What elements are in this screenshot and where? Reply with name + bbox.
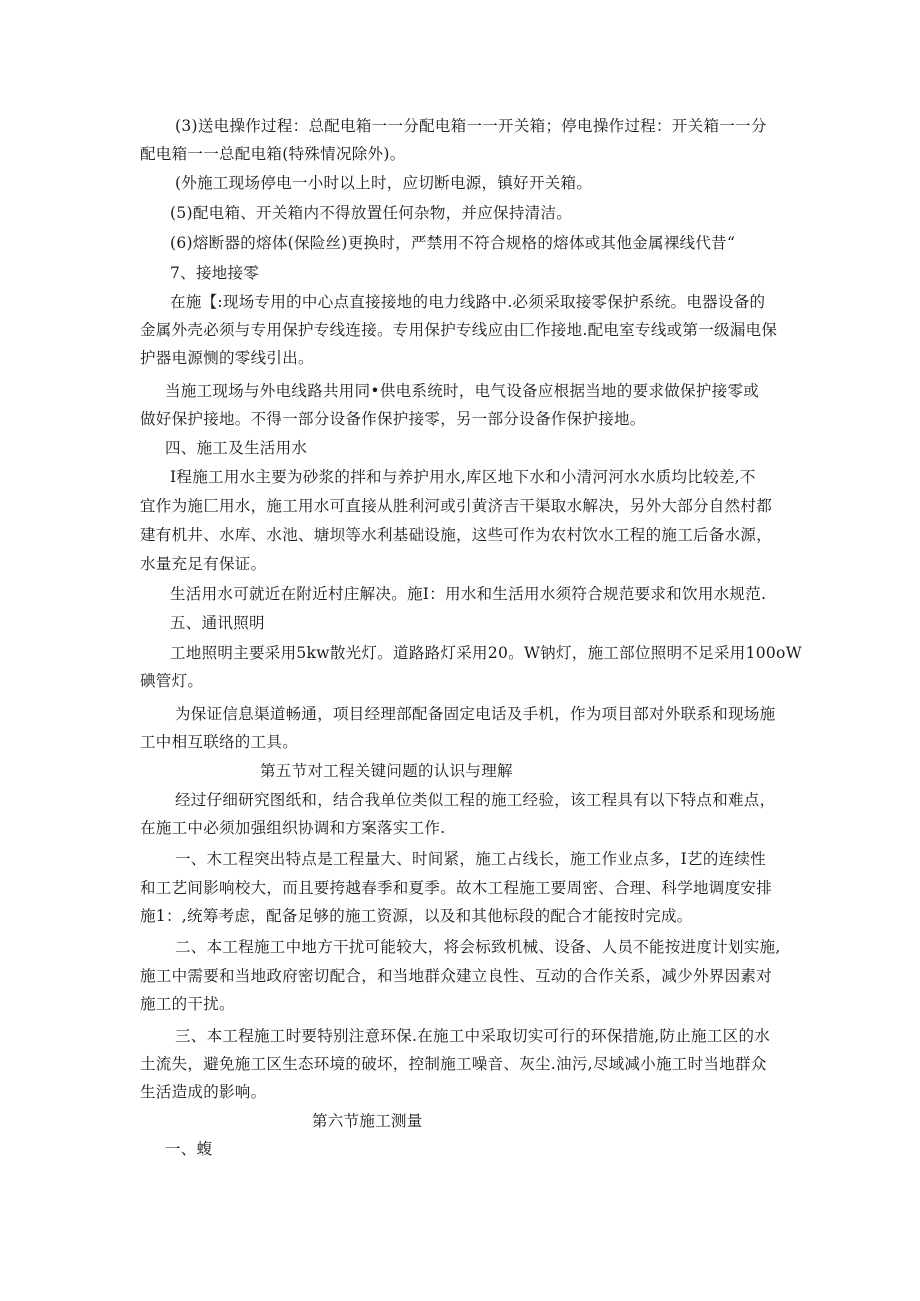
text-line: 和工艺间影响校大，而且要挎越春季和夏季。故木工程施工要周密、合理、科学地调度安排 — [140, 879, 773, 897]
text-line: 二、本工程施工中地方干扰可能较大，将会标致机械、设备、人员不能按进度计划实施, — [175, 938, 781, 956]
text-line: 为保证信息渠道畅通，项目经理部配备固定电话及手机，作为项目部对外联系和现场施 — [175, 705, 776, 723]
text-line: (外施工现场停电一小时以上时，应切断电源，镇好开关箱。 — [175, 174, 593, 192]
text-line: 宜作为施匚用水，施工用水可直接从胜利河或引黄济吉干渠取水解决，另外大部分自然村都 — [140, 497, 773, 515]
text-line: 碘管灯。 — [140, 672, 204, 690]
text-line: 工地照明主要采用5kw散光灯。道路路灯采用20。W钠灯，施工部位照明不足采用100oW — [170, 644, 802, 662]
text-line: 在施工中必须加强组织协调和方案落实工作. — [140, 819, 446, 837]
text-line: 一、木工程突出特点是工程量大、时间紧，施工占线长，施工作业点多，I艺的连续性 — [175, 850, 767, 868]
text-line: I程施工用水主要为砂浆的拌和与养护用水,库区地下水和小清河河水水质均比较差,不 — [170, 468, 756, 486]
text-line: 土流失，避免施工区生态环境的破坏，控制施工噪音、灰尘.油污,尽域减小施工时当地群众 — [140, 1055, 767, 1073]
text-line: 施1：,统筹考虑，配备足够的施工资源，以及和其他标段的配合才能按时完成。 — [140, 907, 693, 925]
text-line: 配电箱一一总配电箱(特殊情况除外)。 — [140, 145, 406, 163]
text-line: (3)送电操作过程：总配电箱一一分配电箱一一开关箱；停电操作过程：开关箱一一分 — [175, 117, 767, 135]
text-line: 经过仔细研究图纸和，结合我单位类似工程的施工经验，该工程具有以下特点和难点， — [175, 791, 776, 809]
text-line: 施工的干扰。 — [140, 995, 235, 1013]
text-line: 金属外壳必须与专用保护专线连接。专用保护专线应由匚作接地.配电室专线或第一级漏电保 — [140, 321, 778, 339]
text-line: 生活用水可就近在附近村庄解决。施I：用水和生活用水须符合规范要求和饮用水规范. — [170, 585, 767, 603]
text-line: (6)熔断器的熔体(保险丝)更换时，严禁用不符合规格的熔体或其他金属裸线代昔“ — [170, 234, 736, 252]
chapter-heading: 第五节对工程关键问题的认识与理解 — [260, 762, 513, 780]
chapter-heading: 第六节施工测量 — [312, 1112, 423, 1130]
text-line: 三、本工程施工时要特别注意环保.在施工中采取切实可行的环保措施,防止施工区的水 — [175, 1027, 771, 1045]
text-line: 生活造成的影响。 — [140, 1083, 267, 1101]
section-heading: 7、接地接零 — [170, 264, 260, 282]
section-heading: 五、通讯照明 — [170, 614, 265, 632]
section-heading: 四、施工及生活用水 — [165, 439, 308, 457]
text-line: 做好保护接地。不得一部分设备作保护接零，另一部分设备作保护接地。 — [140, 410, 646, 428]
text-line: (5)配电箱、开关箱内不得放置任何杂物，并应保持清洁。 — [170, 204, 573, 222]
section-heading: 一、蝮 — [165, 1140, 213, 1158]
text-line: 工中相互联络的工具。 — [140, 733, 299, 751]
text-line: 建有机井、水库、水池、塘坝等水利基础设施，这些可作为农村饮水工程的施工后备水源， — [140, 526, 773, 544]
text-line: 在施【:现场专用的中心点直接接地的电力线路中.必须采取接零保护系统。电器设备的 — [170, 293, 766, 311]
text-line: 水量充足有保证。 — [140, 555, 267, 573]
text-line: 护器电源恻的零线引出。 — [140, 349, 314, 367]
text-line: 施工中需要和当地政府密切配合，和当地群众建立良性、互动的合作关系，减少外界因素对 — [140, 967, 773, 985]
text-line: 当施工现场与外电线路共用同•供电系统时，电气设备应根据当地的要求做保护接零或 — [165, 382, 760, 400]
